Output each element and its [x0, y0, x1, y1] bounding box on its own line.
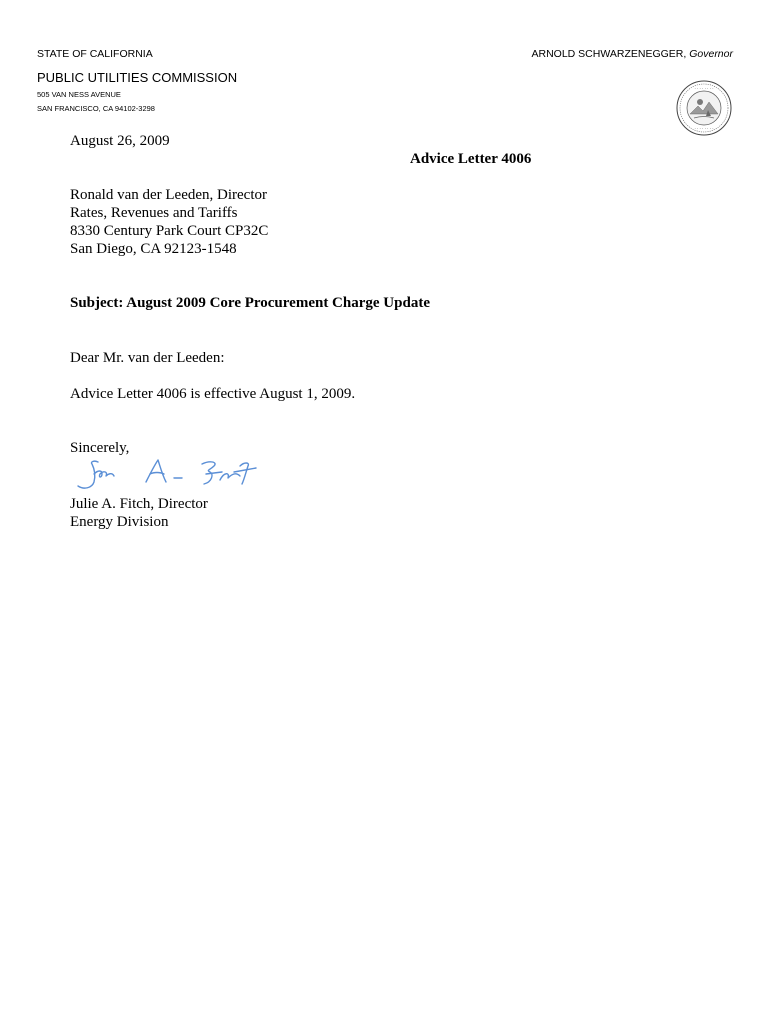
svg-text:· · · · · · · ·: · · · · · · · ·: [694, 126, 714, 131]
governor-title: Governor: [689, 48, 733, 60]
handwritten-signature: [64, 454, 264, 494]
letter-body: Advice Letter 4006 is effective August 1, 2009.: [70, 386, 356, 402]
recipient-address: [70, 186, 268, 258]
governor-name: ARNOLD SCHWARZENEGGER,: [531, 48, 687, 60]
signer-name: Julie A. Fitch, Director: [70, 496, 208, 512]
advice-letter-number: Advice Letter 4006: [410, 151, 532, 167]
signer-block: [70, 495, 208, 531]
svg-text:· · · · · · · ·: · · · · · · · ·: [694, 86, 714, 91]
recipient-line: San Diego, CA 92123-1548: [70, 241, 237, 257]
address-city: SAN FRANCISCO, CA 94102-3298: [37, 104, 155, 113]
commission-name: PUBLIC UTILITIES COMMISSION: [37, 70, 238, 85]
address-street: 505 VAN NESS AVENUE: [37, 90, 121, 99]
governor-header: [532, 48, 734, 60]
state-seal-icon: [676, 80, 732, 136]
recipient-line: 8330 Century Park Court CP32C: [70, 223, 269, 239]
recipient-line: Ronald van der Leeden, Director: [70, 187, 267, 203]
letter-date: August 26, 2009: [70, 133, 170, 149]
signer-division: Energy Division: [70, 514, 169, 530]
recipient-line: Rates, Revenues and Tariffs: [70, 205, 238, 221]
state-header: STATE OF CALIFORNIA: [37, 48, 153, 60]
subject-line: Subject: August 2009 Core Procurement Charge Update: [70, 295, 430, 311]
closing: Sincerely,: [70, 440, 130, 456]
salutation: Dear Mr. van der Leeden:: [70, 350, 225, 366]
